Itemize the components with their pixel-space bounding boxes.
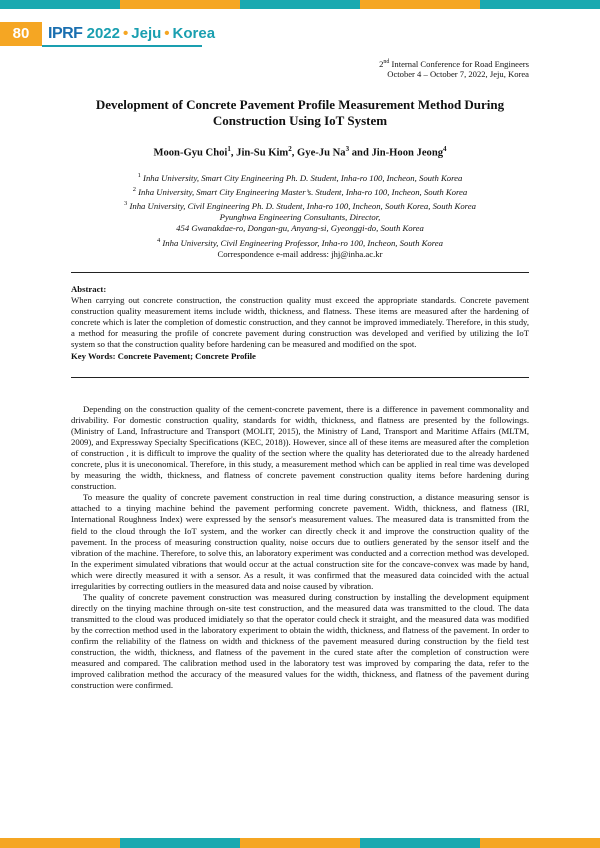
bottom-bar-segment <box>120 838 240 848</box>
body-paragraph: To measure the quality of concrete pavement construction in real time during construction, a distance measuring sensor is attached to a tinying machine behind the pavement performing concrete pavement. Width, thickness, and flatness (IRI, International Roughness Index) were expressed by the sensor's measurement values. The measured data is transmitted from the field to the cloud through the IoT system, and the worker can directly check it and improve the construction quality of the pavement. In the process of measuring construction quality, noise occurs due to outliers generated by the sensor itself and the vibration of the machine. Therefore, to solve this, an laboratory experiment was conducted and a correction method was developed. In the experiment simulated vibrations that would occur at the actual construction site for the concave-convex was made by hand, which were directly measured it with a sensor. As a result, it was confirmed that the measured data coincided with the actual irregularities by correcting outliers in the measured data and noise caused by vibration. <box>71 492 529 591</box>
affiliation-text: Inha University, Civil Engineering Professor, Inha-ro 100, Incheon, South Korea <box>160 237 444 248</box>
top-color-bar <box>0 0 600 9</box>
author-list <box>60 145 540 159</box>
author-name: Jin-Su Kim <box>236 147 289 159</box>
iprf-logo: IPRF <box>48 25 83 42</box>
author-name: Gye-Ju Na <box>297 147 346 159</box>
bottom-bar-segment <box>0 838 120 848</box>
affiliation-mark: 1 <box>137 172 141 179</box>
paper-title: Development of Concrete Pavement Profile Measurement Method During Construction Using IoT System <box>95 97 505 128</box>
page-number: 80 <box>0 22 42 46</box>
bottom-bar-segment <box>360 838 480 848</box>
author-separator: and <box>349 147 372 159</box>
affiliation-line <box>60 235 540 249</box>
author-separator: , <box>230 147 237 159</box>
affiliation-mark: 4 <box>156 236 161 244</box>
bullet-icon: • <box>123 25 129 42</box>
affiliation-mark: 2 <box>132 186 136 194</box>
header-underline <box>42 45 202 47</box>
author-mark: 2 <box>288 145 292 153</box>
top-bar-segment <box>240 0 360 9</box>
top-bar-segment <box>480 0 600 9</box>
brand-country: Korea <box>172 25 216 42</box>
bullet-icon: • <box>164 25 170 42</box>
author-separator: , <box>291 147 298 159</box>
author-name: Moon-Gyu Choi <box>153 147 228 159</box>
conference-dates: October 4 – October 7, 2022, Jeju, Korea <box>387 69 529 80</box>
body-text <box>71 404 529 691</box>
bottom-bar-segment <box>480 838 600 848</box>
affiliation-text: Inha University, Civil Engineering Ph. D. Student, Inha-ro 100, Incheon, South Korea, South Korea <box>127 201 476 212</box>
brand-year: 2022 <box>86 25 120 42</box>
abstract-heading: Abstract: <box>71 284 107 294</box>
affiliation-mark: 3 <box>124 200 128 208</box>
bottom-bar-segment <box>240 838 360 848</box>
affiliation-line <box>60 223 540 234</box>
affiliation-line <box>60 198 540 212</box>
author-name: Jin-Hoon Jeong <box>371 147 444 159</box>
keywords: Key Words: Concrete Pavement; Concrete Profile <box>71 350 256 361</box>
author-mark: 3 <box>345 145 350 153</box>
divider-top <box>71 272 529 273</box>
divider-bottom <box>71 377 529 378</box>
affiliation-text: Pyunghwa Engineering Consultants, Director, <box>219 212 381 223</box>
bottom-color-bar <box>0 838 600 848</box>
author-mark: 1 <box>227 145 231 153</box>
page-header <box>0 22 600 50</box>
top-bar-segment <box>360 0 480 9</box>
top-bar-segment <box>0 0 120 9</box>
brand-city: Jeju <box>131 25 162 42</box>
affiliation-line <box>60 184 540 198</box>
affiliation-text: Inha University, Smart City Engineering Master’s. Student, Inha-ro 100, Incheon, South Korea <box>135 186 468 197</box>
conference-brand <box>48 23 215 45</box>
abstract-section <box>71 284 529 362</box>
body-paragraph: Depending on the construction quality of the cement-concrete pavement, there is a difference in pavement commonality and drivability. For domestic construction quality, standards for width, thickness, and flatness are presented by the followings. (Ministry of Land, Infrastructure and Transport (MOLIT, 2015), the Ministry of Land, Transport and Maritime Affairs (MLTM, 2009), and Expressway Specialty Specifications (KEC, 2018)). However, since all of these items are measured after the completion of construction , it is difficult to improve the quality of the section where the quality has deteriorated due to the already hardened concrete, plus it is uneconomical. Therefore, in this study, a measurement method which can be applied in real time was developed by measuring the width, thickness, and flatness of concrete pavement construction quality items before hardening during construction. <box>71 404 529 492</box>
body-paragraph: The quality of concrete pavement construction was measured during construction by installing the development equipment directly on the tinying machine through on-site test construction, and the measured data was transmitted to the cloud. The data transmitted to the cloud was produced imidiately so that the operator could check it straight, and the measured data was modified by the correction method used in the laboratory experiment to obtain the width, thickness, and flatness of the pavement. In order to confirm the reliability of the flatness on width and thickness of the pavement measured during construction by the field test construction, the width, thickness, and flatness of the pavement in the cured state after the completion of construction were measured and compared. The calibration method used in the laboratory test was improved by comparing the data, refer to the improved calibration method the accuracy of the measured values for the width, thickness, and flatness of the pavement during construction were confirmed. <box>71 591 529 691</box>
author-mark: 4 <box>443 145 447 153</box>
affiliation-line <box>60 212 540 223</box>
affiliations <box>60 170 540 260</box>
affiliation-text: 454 Gwanakdae-ro, Dongan-gu, Anyang-si, Gyeonggi-do, South Korea <box>176 223 424 234</box>
conference-info <box>379 57 529 80</box>
affiliation-text: Inha University, Smart City Engineering Ph. D. Student, Inha-ro 100, Incheon, South Korea <box>140 172 463 183</box>
affiliation-line <box>60 170 540 184</box>
top-bar-segment <box>120 0 240 9</box>
abstract-text: When carrying out concrete construction, the construction quality must exceed the appropriate standards. Concrete pavement construction quality measurement items include width, thickness, and flatness. These items are measured after the hardening of concrete which is later the completion of domestic construction, and they cannot be improved immediately. Therefore, in this study, a method for measuring the profile of concrete pavement during construction was developed and verified by utilizing the IoT system so that the construction quality before hardening can be measured and modified on the spot. <box>71 295 529 350</box>
correspondence: Correspondence e-mail address: jhj@inha.ac.kr <box>217 248 383 259</box>
conference-name: 2nd Internal Conference for Road Engineers <box>379 58 529 69</box>
